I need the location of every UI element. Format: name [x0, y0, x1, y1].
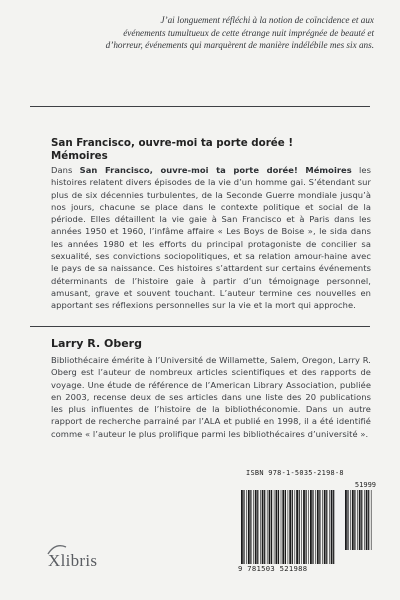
barcode-digits: 9 781503 521988: [238, 564, 308, 573]
epigraph-line: J’ai longuement réfléchi à la notion de coïncidence et aux: [160, 15, 374, 25]
author-name: Larry R. Oberg: [51, 337, 142, 350]
book-section: [51, 137, 371, 312]
author-section: [51, 337, 371, 440]
barcode-bars-icon: [240, 490, 336, 564]
publisher-logo-text: Xlibris: [48, 551, 98, 570]
description-text: les histoires relatent divers épisodes de la vie d’un homme gai. S’étendant sur plus de six décennies turbulentes, de la Seconde Guerre mondiale jusqu’à nos jours, chacune se place dans le contexte politique et social de la période. Elles détaillent la vie gaie à San Francisco et à Paris dans les années 1950 et 1960, l’infâme affaire « Les Boys de Boise », le sida dans les années 1980 et les efforts du principal protagoniste de concilier sa sexualité, ses convictions sociopolitiques, et sa relation amour-haine avec le pays de sa naissance. Ces histoires s’attardent sur certains événements déterminants de l’histoire gaie à partir d’un témoignage personnel, amusant, grave et souvent touchant. L’auteur termine ces nouvelles en apportant ses réflexions personnelles sur la vie et la mort qui approche.: [51, 165, 372, 311]
description-intro: Dans: [51, 165, 80, 175]
barcode: [238, 468, 378, 576]
barcode-addon-bars-icon: [344, 490, 372, 550]
book-subtitle: Mémoires: [51, 150, 108, 162]
publisher-logo: [48, 551, 97, 571]
description-bold-title: San Francisco, ouvre-moi ta porte dorée! Mémoires: [79, 165, 352, 175]
epigraph: [44, 14, 374, 52]
isbn-text: ISBN 978-1-5035-2198-8: [246, 469, 344, 477]
logo-swoosh-icon: [47, 544, 67, 556]
divider-middle: [30, 326, 370, 327]
epigraph-line: d’horreur, événements qui marquèrent de manière indélébile mes six ans.: [105, 40, 374, 51]
epigraph-line: événements tumultueux de cette étrange nuit imprégnée de beauté et: [123, 27, 374, 38]
book-title: San Francisco, ouvre-moi ta porte dorée !: [51, 137, 294, 149]
divider-top: [30, 106, 370, 107]
author-bio: Bibliothécaire émérite à l’Université de Willamette, Salem, Oregon, Larry R. Oberg est l’auteur de nombreux articles scientifiques et des rapports de voyage. Une étude de référence de l’American Library Association, publiée en 2003, recense deux de ses articles dans une liste des 20 publications les plus influentes de l’histoire de la bibliothéconomie. Dans un autre rapport de recherche parrainé par l’ALA et publié en 1998, il a été identifié comme « l’auteur le plus prolifique parmi les bibliothécaires d’université ».: [51, 355, 371, 439]
price-code: 51999: [354, 481, 376, 489]
book-description: [51, 164, 371, 312]
